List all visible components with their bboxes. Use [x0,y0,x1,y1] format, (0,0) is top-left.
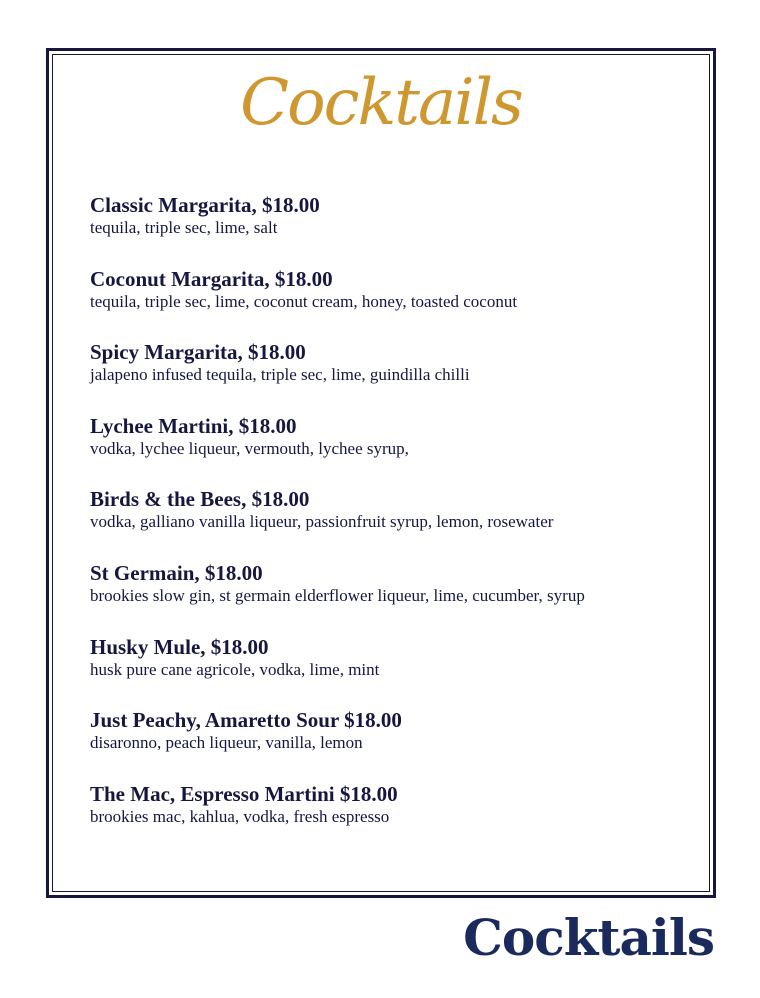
cocktail-description: brookies slow gin, st germain elderflower liqueur, lime, cucumber, syrup [90,585,585,605]
menu-frame [46,48,716,898]
cocktail-name: Husky Mule, $18.00 [90,634,269,659]
cocktail-item [90,414,585,488]
cocktail-name: Lychee Martini, $18.00 [90,413,297,438]
cocktail-name: Classic Margarita, $18.00 [90,193,320,217]
cocktail-description: jalapeno infused tequila, triple sec, lime, guindilla chilli [90,365,470,385]
cocktail-name: Coconut Margarita, $18.00 [90,266,333,291]
cocktail-description: vodka, galliano vanilla liqueur, passionfruit syrup, lemon, rosewater [90,512,554,532]
cocktail-description: brookies mac, kahlua, vodka, fresh espresso [90,806,390,826]
cocktail-name: Just Peachy, Amaretto Sour $18.00 [90,708,402,733]
cocktail-item [90,782,585,856]
cocktail-name: Spicy Margarita, $18.00 [90,340,306,365]
cocktail-item [90,561,585,635]
cocktail-description: vodka, lychee liqueur, vermouth, lychee syrup, [90,438,409,458]
cocktail-item [90,708,585,782]
menu-script-title: Cocktails [240,66,522,140]
cocktail-name: St Germain, $18.00 [90,560,263,585]
cocktail-item [90,267,585,341]
cocktail-item [90,340,585,414]
cocktail-description: tequila, triple sec, lime, salt [90,218,278,237]
cocktail-description: tequila, triple sec, lime, coconut cream, honey, toasted coconut [90,291,518,311]
page-footer-title: Cocktails [463,908,714,967]
cocktail-name: Birds & the Bees, $18.00 [90,487,310,512]
cocktail-name: The Mac, Espresso Martini $18.00 [90,781,398,806]
cocktail-item [90,487,585,561]
cocktail-list [90,193,585,855]
cocktail-item [90,635,585,709]
cocktail-description: husk pure cane agricole, vodka, lime, mint [90,659,380,679]
cocktail-description: disaronno, peach liqueur, vanilla, lemon [90,733,363,753]
cocktail-item [90,193,585,267]
